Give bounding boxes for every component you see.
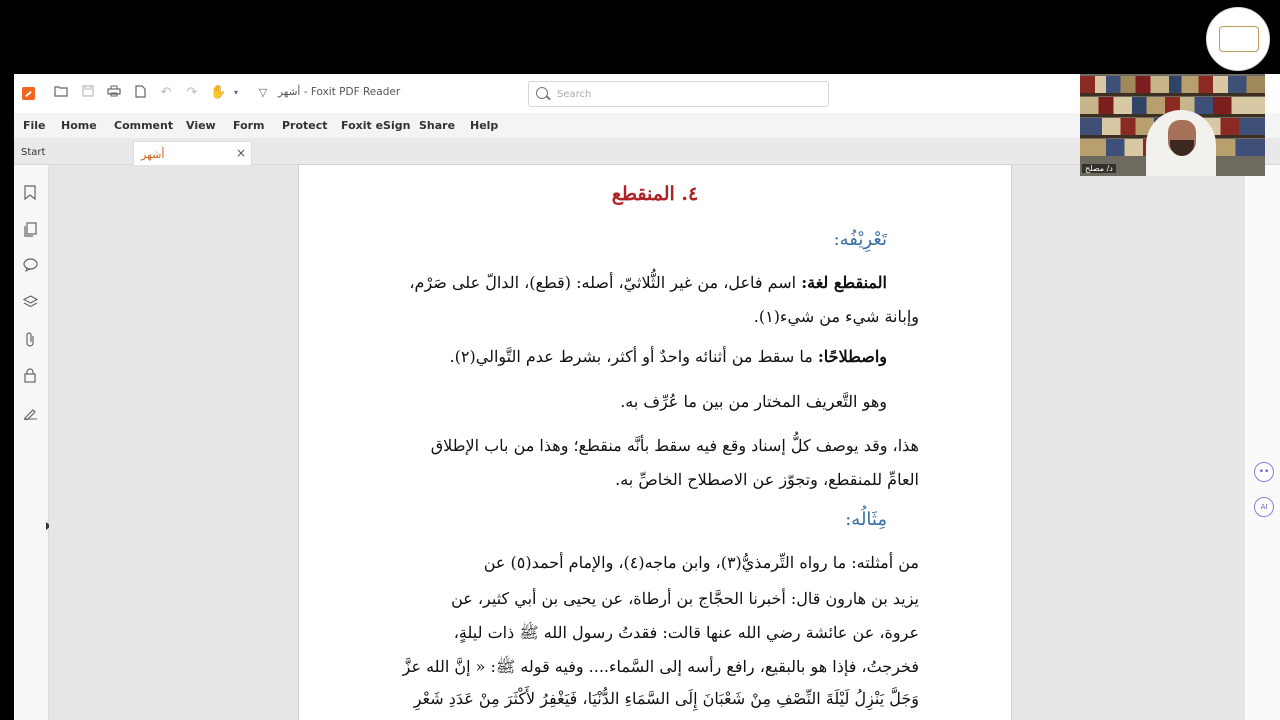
istilah-text: ما سقط من أثنائه واحدٌ أو أكثر، بشرط عدم التَّوالي(٢).	[449, 347, 818, 366]
lang-term: المنقطع لغة:	[801, 273, 887, 292]
document-canvas[interactable]	[49, 165, 1245, 720]
example-line-3: عروة، عن عائشة رضي الله عنها قالت: فقدتُ رسول الله ﷺ ذات ليلةٍ،	[453, 623, 919, 642]
ai-tools-icon[interactable]: AI	[1254, 497, 1274, 517]
pages-icon[interactable]	[22, 222, 38, 238]
tab-start[interactable]: Start	[21, 147, 46, 158]
tab-document[interactable]	[133, 141, 252, 165]
navigation-sidebar	[14, 165, 49, 720]
menu-foxit-esign[interactable]: Foxit eSign	[341, 119, 411, 132]
comments-icon[interactable]	[22, 258, 38, 274]
ai-assistant-icon[interactable]: ••	[1254, 462, 1274, 482]
menu-file[interactable]: File	[23, 119, 46, 132]
example-line-4: فخرجتُ، فإذا هو بالبقيع، رافع رأسه إلى السَّماء.... وفيه قوله ﷺ: « إنَّ الله عزَّ	[402, 657, 919, 676]
example-line-2: يزيد بن هارون قال: أخبرنا الحجَّاج بن أرطاة، عن يحيى بن أبي كثير، عن	[451, 589, 919, 608]
attachment-icon[interactable]	[22, 332, 38, 348]
webcam-overlay	[1080, 74, 1265, 176]
redo-icon[interactable]: ↷	[186, 85, 198, 100]
bookshelf-row-1	[1080, 76, 1265, 93]
signature-icon[interactable]	[22, 406, 38, 422]
lang-text: اسم فاعل، من غير الثُّلاثيّ، أصله: (قطع)، الدالّ على صَرْم،	[409, 273, 802, 292]
hand-tool-dropdown-icon[interactable]: ▾	[233, 88, 238, 97]
folder-icon[interactable]	[53, 85, 69, 101]
webcam-label: د/ مصلح	[1082, 164, 1116, 173]
menu-share[interactable]: Share	[419, 119, 456, 132]
right-panel	[1245, 165, 1280, 720]
pdf-page	[298, 164, 1012, 720]
foxit-logo-icon[interactable]	[22, 87, 35, 100]
menu-home[interactable]: Home	[61, 119, 97, 132]
menu-protect[interactable]: Protect	[282, 119, 328, 132]
customize-icon[interactable]: ▽	[258, 86, 268, 99]
menu-help[interactable]: Help	[470, 119, 499, 132]
istilah-term: واصطلاحًا:	[817, 347, 887, 366]
menu-form[interactable]: Form	[233, 119, 265, 132]
channel-logo-emblem	[1219, 26, 1259, 52]
bookmark-icon[interactable]	[22, 185, 38, 201]
layers-icon[interactable]	[22, 295, 38, 311]
istilah-definition	[450, 347, 887, 366]
close-icon[interactable]: ×	[235, 146, 246, 160]
search-icon	[536, 87, 548, 99]
tab-document-label: أشهر	[141, 148, 165, 161]
page-icon[interactable]	[132, 85, 148, 101]
section-heading: ٤. المنقطع	[611, 183, 699, 205]
definition-subheading: تَعْرِيْفُه:	[833, 229, 887, 250]
lang-definition-line-1	[409, 273, 887, 292]
search-box[interactable]	[528, 81, 829, 107]
example-line-1: من أمثلته: ما رواه التِّرمذيُّ(٣)، وابن ماجه(٤)، والإمام أحمد(٥) عن	[483, 553, 919, 572]
search-input[interactable]	[555, 85, 819, 103]
menu-view[interactable]: View	[186, 119, 216, 132]
shelf	[1080, 93, 1265, 96]
channel-logo	[1206, 7, 1270, 71]
undo-icon[interactable]: ↶	[160, 85, 172, 100]
chosen-definition-note: وهو التَّعريف المختار من بين ما عُرِّف به.	[620, 392, 887, 411]
print-icon[interactable]	[106, 85, 122, 101]
note-line-2: العامِّ للمنقطع، وتجوّز عن الاصطلاح الخاصِّ به.	[615, 470, 919, 489]
lang-definition-line-2: وإبانة شيء من شيء(١).	[753, 307, 919, 326]
menu-comment[interactable]: Comment	[114, 119, 174, 132]
note-line-1: هذا، وقد يوصف كلُّ إسناد وقع فيه سقط بأنَّه منقطع؛ وهذا من باب الإطلاق	[430, 436, 919, 455]
lock-icon[interactable]	[22, 368, 38, 384]
window-title: أشهر - Foxit PDF Reader	[278, 86, 401, 98]
example-line-5: وَجَلَّ يَنْزِلُ لَيْلَةَ النِّصْفِ مِنْ شَعْبَانَ إِلَى السَّمَاءِ الدُّنْيَا، فَيَغْفِرُ لأَكْثَرَ مِنْ عَدَدِ شَعْرِ	[413, 689, 919, 708]
hand-tool-icon[interactable]: ✋	[210, 85, 227, 100]
example-subheading: مِثَالُه:	[845, 509, 887, 530]
save-icon[interactable]	[80, 85, 96, 101]
